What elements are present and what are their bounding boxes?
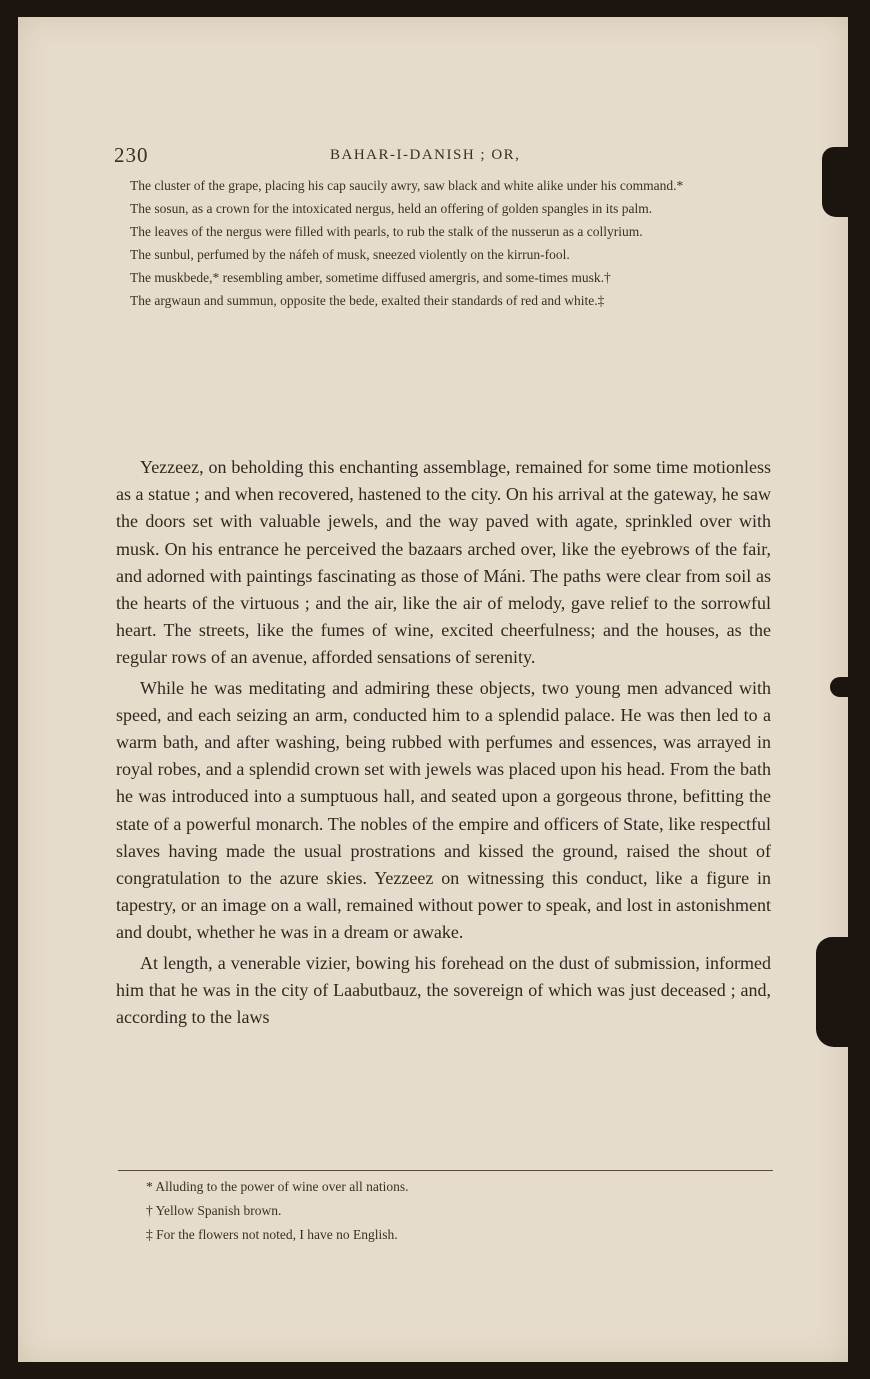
- verse-line: The sosun, as a crown for the intoxicated nergus, held an offering of golden spangles in its palm.: [130, 201, 653, 216]
- page-edge-damage: [830, 677, 852, 697]
- body-text: [116, 454, 771, 1034]
- page-edge-damage: [816, 937, 852, 1047]
- footnote: † Yellow Spanish brown.: [146, 1203, 282, 1218]
- book-page: [18, 17, 848, 1362]
- verse-line: The leaves of the nergus were filled with pearls, to rub the stalk of the nusserun as a collyrium.: [130, 224, 643, 239]
- running-title: BAHAR-I-DANISH ; OR,: [330, 147, 521, 163]
- paragraph: While he was meditating and admiring these objects, two young men advanced with speed, and each seizing an arm, conducted him to a splendid palace. He was then led to a warm bath, and after washing, being rubbed with perfumes and essences, was arrayed in royal robes, and a splendid crown set with jewels was placed upon his head. From the bath he was introduced into a sumptuous hall, and seated upon a gorgeous throne, befitting the state of a powerful monarch. The nobles of the empire and officers of State, like respectful slaves having made the usual prostrations and kissed the ground, raised the shout of congratulation to the azure skies. Yezzeez on witnessing this conduct, like a figure in tapestry, or an image on a wall, remained without power to speak, and lost in astonishment and doubt, whether he was in a dream or awake.: [116, 677, 771, 943]
- footnotes: [146, 1175, 408, 1247]
- paragraph: Yezzeez, on beholding this enchanting assemblage, remained for some time motionless as a statue ; and when recovered, hastened to the city. On his arrival at the gateway, he saw the doors set with valuable jewels, and the way paved with agate, sprinkled over with musk. On his entrance he perceived the bazaars arched over, like the eyebrows of the fair, and adorned with paintings fascinating as those of Máni. The paths were clear from soil as the hearts of the virtuous ; and the air, like the air of melody, gave relief to the sorrowful heart. The streets, like the fumes of wine, excited cheerfulness; and the houses, as the regular rows of an avenue, afforded sensations of serenity.: [116, 457, 771, 668]
- verse-line: The muskbede,* resembling amber, sometime diffused amergris, and some-times musk.†: [130, 270, 611, 285]
- verse-line: The argwaun and summun, opposite the bede, exalted their standards of red and white.‡: [130, 293, 605, 308]
- page-header: [18, 143, 848, 167]
- page-number: 230: [114, 143, 149, 167]
- footnote-rule: [118, 1170, 773, 1171]
- footnote: ‡ For the flowers not noted, I have no English.: [146, 1227, 398, 1242]
- verse-block: [130, 175, 770, 313]
- footnote: * Alluding to the power of wine over all nations.: [146, 1179, 409, 1194]
- verse-line: The sunbul, perfumed by the náfeh of musk, sneezed violently on the kirrun-fool.: [130, 247, 570, 262]
- paragraph: At length, a venerable vizier, bowing his forehead on the dust of submission, informed him that he was in the city of Laabutbauz, the sovereign of which was just deceased ; and, according to the laws: [116, 952, 771, 1028]
- verse-line: The cluster of the grape, placing his cap saucily awry, saw black and white alike under his command.*: [130, 178, 684, 193]
